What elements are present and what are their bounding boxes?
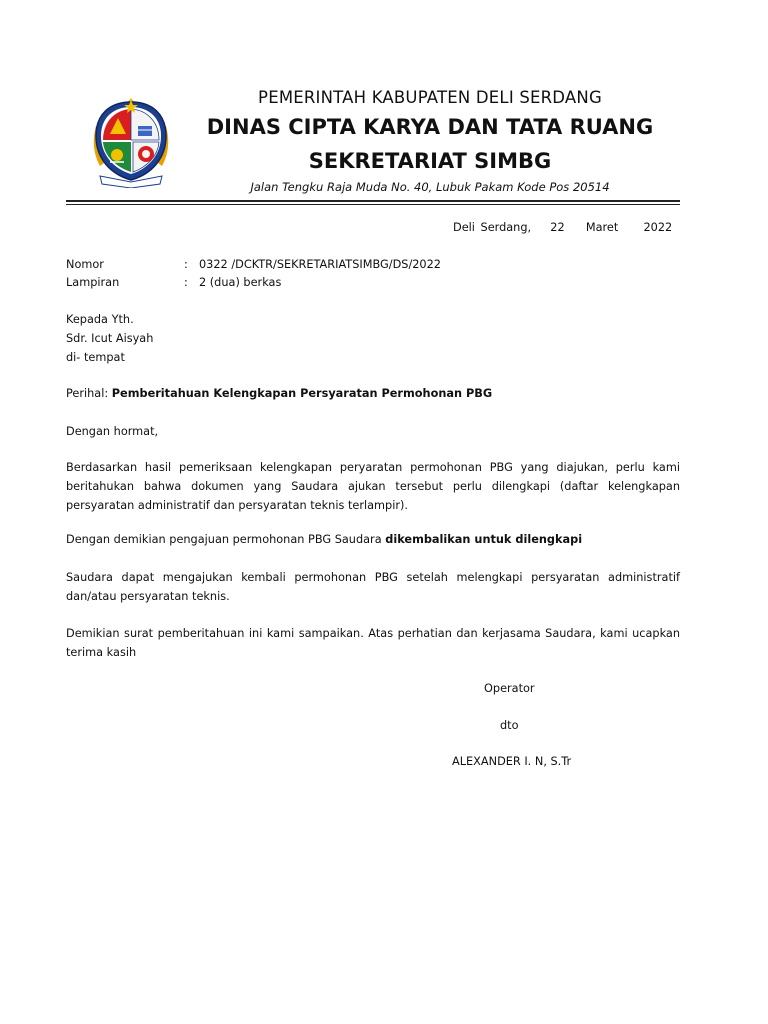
body-paragraph-4: Demikian surat pemberitahuan ini kami sampaikan. Atas perhatian dan kerjasama Saudara, kami ucapkan terima kasih <box>66 627 680 659</box>
body-paragraph-1: Berdasarkan hasil pemeriksaan kelengkapan peryaratan permohonan PBG yang diajukan, perlu kami beritahukan bahwa dokumen yang Saudara ajukan tersebut perlu dilengkapi (daftar kelengkapan persyaratan administratif dan persyaratan teknis terlampir). <box>66 461 680 512</box>
signature-dto: dto <box>500 719 519 732</box>
field-label: Lampiran <box>66 276 120 289</box>
recipient-name: Sdr. Icut Aisyah <box>66 332 154 345</box>
subject-label: Perihal: <box>66 387 109 400</box>
subject-text: Pemberitahuan Kelengkapan Persyaratan Permohonan PBG <box>111 387 493 400</box>
paragraph-2-emphasis: dikembalikan untuk dilengkapi <box>385 533 583 546</box>
signature-name: ALEXANDER I. N, S.Tr <box>452 755 572 768</box>
date-month: Maret <box>585 221 619 234</box>
date-place: Deli Serdang, <box>453 221 532 234</box>
field-colon: : <box>184 258 188 271</box>
paragraph-2-text: Dengan demikian pengajuan permohonan PBG Saudara <box>66 533 382 546</box>
letterhead-government: PEMERINTAH KABUPATEN DELI SERDANG <box>258 88 602 107</box>
signature-role: Operator <box>484 682 535 695</box>
recipient-location: di- tempat <box>66 351 125 364</box>
greeting: Dengan hormat, <box>66 425 159 438</box>
field-label: Nomor <box>66 258 104 271</box>
letter-date <box>453 218 672 237</box>
letterhead-address: Jalan Tengku Raja Muda No. 40, Lubuk Pakam Kode Pos 20514 <box>250 180 610 194</box>
date-day: 22 <box>550 221 565 234</box>
subject-line <box>66 384 680 403</box>
field-value: 2 (dua) berkas <box>199 276 282 289</box>
letterhead-divider-thin <box>66 204 680 205</box>
field-value: 0322 /DCKTR/SEKRETARIATSIMBG/DS/2022 <box>199 258 441 271</box>
letterhead-agency: DINAS CIPTA KARYA DAN TATA RUANG <box>206 115 654 139</box>
deli-serdang-regency-emblem-icon <box>86 96 176 188</box>
recipient-salutation: Kepada Yth. <box>66 313 134 326</box>
body-paragraph-3: Saudara dapat mengajukan kembali permohonan PBG setelah melengkapi persyaratan administratif dan/atau persyaratan teknis. <box>66 571 680 603</box>
recipient-block <box>66 310 680 367</box>
field-colon: : <box>184 276 188 289</box>
date-year: 2022 <box>643 221 673 234</box>
letterhead-divider <box>66 200 680 202</box>
letterhead-unit: SEKRETARIAT SIMBG <box>308 149 552 173</box>
body-paragraph-2 <box>66 530 680 549</box>
